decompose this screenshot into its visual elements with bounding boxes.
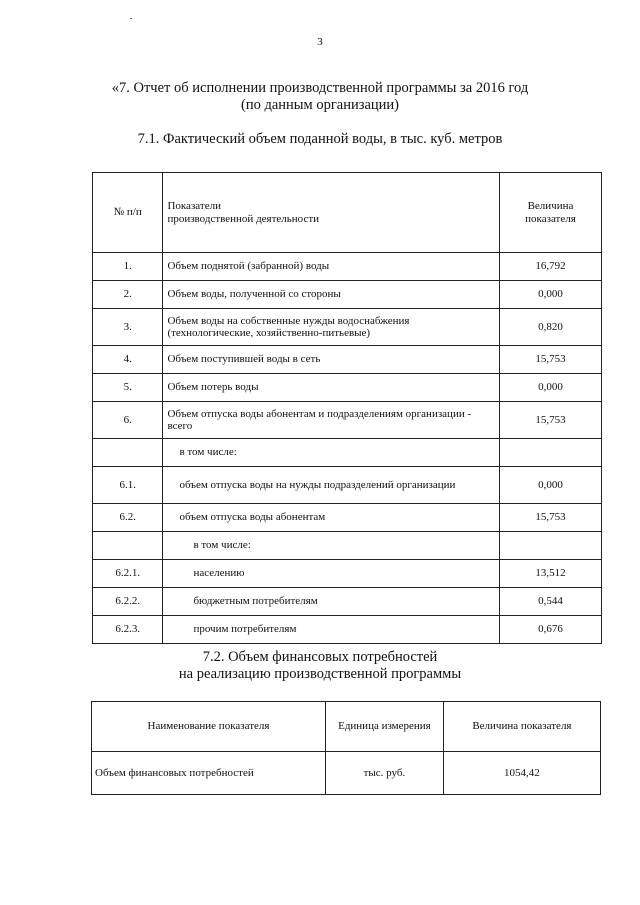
header-indicator-line1: Показатели (167, 200, 221, 212)
table-row (93, 346, 602, 374)
row-unit: тыс. руб. (326, 752, 444, 795)
table-row (93, 309, 602, 346)
row-name: Объем поступившей воды в сеть (163, 346, 500, 374)
row-value: 0,676 (499, 616, 601, 644)
row-value: 0,000 (499, 281, 601, 309)
row-value: 16,792 (499, 253, 601, 281)
row-name: Объем отпуска воды абонентам и подразделениям организации - всего (163, 402, 500, 439)
table-header-row (92, 702, 601, 752)
row-name: населению (163, 560, 500, 588)
header-unit: Единица измерения (326, 702, 444, 752)
table-row (93, 253, 602, 281)
row-value (499, 532, 601, 560)
row-name: Объем поднятой (забранной) воды (163, 253, 500, 281)
table-row (93, 616, 602, 644)
water-volume-table (92, 172, 602, 644)
scan-mark (130, 18, 132, 19)
row-value: 15,753 (499, 504, 601, 532)
header-indicator-line2: производственной деятельности (167, 212, 320, 225)
row-name: в том числе: (163, 532, 500, 560)
row-num: 3. (93, 309, 163, 346)
section2-title-line1: 7.2. Объем финансовых потребностей (202, 649, 438, 665)
table-row (92, 752, 601, 795)
section1-title: 7.1. Фактический объем поданной воды, в тыс. куб. метров (137, 131, 503, 147)
row-num: 6.1. (93, 467, 163, 504)
row-num (93, 439, 163, 467)
header-indicator (163, 173, 500, 253)
row-value: 15,753 (499, 402, 601, 439)
row-name: Объем финансовых потребностей (92, 752, 326, 795)
table-row (93, 402, 602, 439)
report-heading-line1: «7. Отчет об исполнении производственной программы за 2016 год (111, 80, 529, 96)
row-num: 5. (93, 374, 163, 402)
row-num (93, 532, 163, 560)
report-heading-line2: (по данным организации) (240, 97, 399, 113)
table-row (93, 467, 602, 504)
header-value (499, 173, 601, 253)
row-num: 6.2.1. (93, 560, 163, 588)
page-number: 3 (317, 36, 323, 48)
row-name: прочим потребителям (163, 616, 500, 644)
financial-needs-table (91, 701, 601, 795)
table-row (93, 532, 602, 560)
row-value: 0,000 (499, 374, 601, 402)
row-name: объем отпуска воды абонентам (163, 504, 500, 532)
section2-title-line2: на реализацию производственной программы (178, 666, 462, 682)
row-name: Объем потерь воды (163, 374, 500, 402)
row-name: бюджетным потребителям (163, 588, 500, 616)
row-value: 0,544 (499, 588, 601, 616)
row-value (499, 439, 601, 467)
row-num: 6.2.2. (93, 588, 163, 616)
row-name: Объем воды на собственные нужды водоснабжения (технологические, хозяйственно-питьевые) (163, 309, 500, 346)
row-value: 13,512 (499, 560, 601, 588)
report-heading (0, 80, 640, 114)
row-num: 1. (93, 253, 163, 281)
table-row (93, 588, 602, 616)
table-row (93, 439, 602, 467)
row-num: 6.2.3. (93, 616, 163, 644)
row-value: 1054,42 (443, 752, 600, 795)
header-value-line2: показателя (525, 212, 576, 225)
row-name: в том числе: (163, 439, 500, 467)
header-num: № п/п (93, 173, 163, 253)
table-row (93, 281, 602, 309)
header-indicator-name: Наименование показателя (92, 702, 326, 752)
table-row (93, 560, 602, 588)
table-header-row (93, 173, 602, 253)
row-num: 6.2. (93, 504, 163, 532)
row-num: 6. (93, 402, 163, 439)
row-num: 4. (93, 346, 163, 374)
header-value: Величина показателя (443, 702, 600, 752)
section2-title (0, 649, 640, 683)
header-value-line1: Величина (527, 200, 574, 212)
row-num: 2. (93, 281, 163, 309)
table-row (93, 504, 602, 532)
row-value: 0,820 (499, 309, 601, 346)
table-row (93, 374, 602, 402)
row-name: Объем воды, полученной со стороны (163, 281, 500, 309)
row-value: 0,000 (499, 467, 601, 504)
row-value: 15,753 (499, 346, 601, 374)
row-name: объем отпуска воды на нужды подразделений организации (163, 467, 500, 504)
